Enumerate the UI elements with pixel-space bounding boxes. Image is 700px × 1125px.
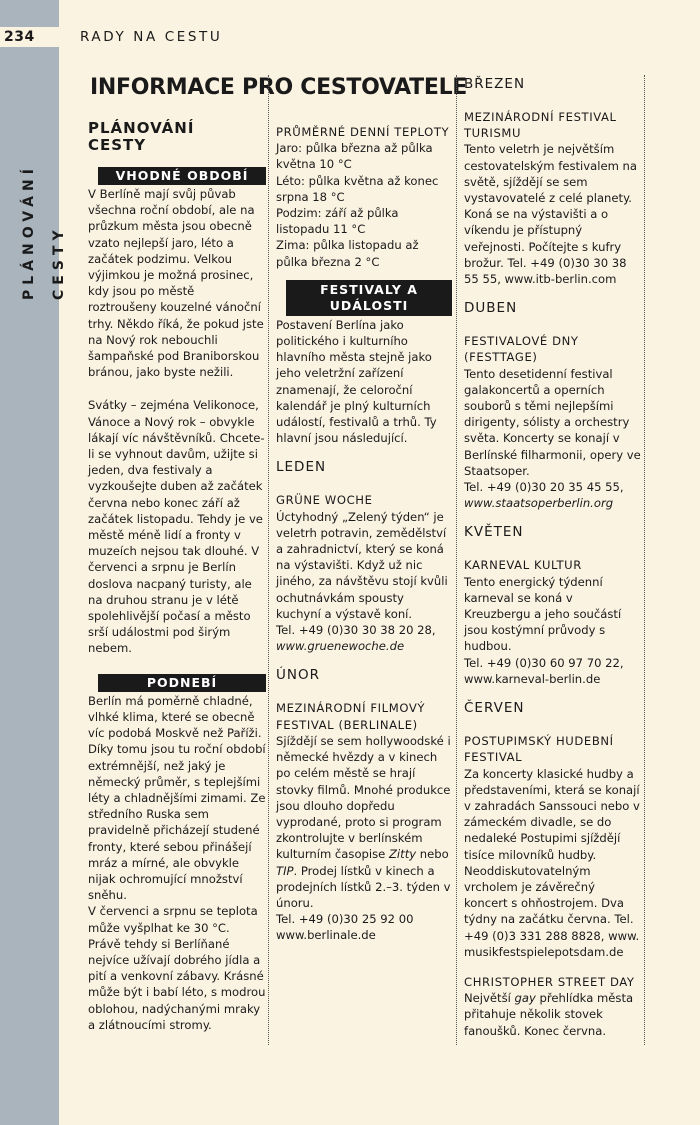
event-text: Za koncerty klasické hudby a představeními, která se konají v zahradách Sanssouci nebo v zámeckém divadle, se do nedaleké Postupimi sjíždějí tisíce milovníků hudby. Neoddiskutovatelným vrcholem je závěrečný koncert s ohňostrojem. Dva týdny na začátku června. Tel. +49 (0)3 331 288 8828, www.	[464, 766, 640, 943]
event-web-link[interactable]: www.berlinale.de	[276, 928, 376, 943]
page-number: 234	[4, 29, 35, 45]
event-text: Tento energický týdenní karneval se koná v Kreuzbergu a jeho součástí jsou kostýmní průvody s hudbou.	[464, 574, 622, 654]
paragraph: V Berlíně mají svůj půvab všechna roční období, ale na průzkum města jsou obecně vzato nejlepší jaro, léto a začátek podzimu. Velkou výjimkou je možná prosinec, kdy jsou po městě roztroušeny kouzelné vánoční trhy. Někdo říká, že pokud jste na Nový rok nebouchli šampaňské pod Braniborskou bránou, jako byste nežili.	[88, 187, 264, 380]
event-title: POSTUPIMSKÝ HUDEBNÍ FESTIVAL	[464, 734, 614, 765]
event-text: Tento desetidenní festival galakoncertů a operních souborů s těmi nejlepšími dirigenty, sólisty a orchestry světa. Koncerty se konají v Berlínské filharmonii, opery ve Staatsoper.	[464, 366, 641, 478]
event-web-link[interactable]: www.staatsoperberlin.org	[464, 496, 614, 511]
month-heading: KVĚTEN	[464, 524, 524, 541]
column-2	[276, 124, 452, 944]
section-title: PLÁNOVÁNÍ CESTY	[88, 119, 195, 154]
event-contact: Tel. +49 (0)30 60 97 70 22,	[464, 655, 624, 670]
paragraph: Berlín má poměrně chladné, vlhké klima, které se obecně víc podobá Moskvě než Paříži. Díky tomu jsou tu roční období extrémnější, než jaký je německý průměr, s teplejšími léty a chladnějšími zimami. Ze středního Ruska sem pravidelně přicházejí studené fronty, které sebou přinášejí mráz a mírné, ale obvykle nijak ochromující množství sněhu.	[88, 693, 266, 903]
temp-line: Jaro: půlka března až půlka května 10 °C	[276, 141, 433, 172]
running-head: RADY NA CESTU	[80, 29, 223, 45]
column-3	[464, 75, 642, 1039]
event-contact: Tel. +49 (0)30 30 38 20 28,	[276, 623, 436, 638]
event-title: CHRISTOPHER STREET DAY	[464, 974, 635, 989]
event-text: Největší gay přehlídka města přitahuje několik stovek fanoušků. Konec června.	[464, 991, 634, 1038]
temp-line: Podzim: září až půlka listopadu 11 °C	[276, 206, 399, 237]
event-text: Tento veletrh je největším cestovatelským festivalem na světě, sjíždějí se sem vystavovatelé z celé planety. Koná se na výstavišti a o víkendu je přístupný veřejnosti. Počítejte s kufry brožur. Tel. +49 (0)30 30 38 55 55, www.itb-berlin.com	[464, 142, 638, 287]
event-title: FESTIVALOVÉ DNY (FESTTAGE)	[464, 334, 579, 365]
temp-line: Zima: půlka listopadu až půlka března 2 °C	[276, 238, 419, 269]
band-heading-season: VHODNÉ OBDOBÍ	[98, 167, 266, 185]
band-heading-festivals: FESTIVALY A UDÁLOSTI	[286, 280, 452, 316]
page-title: INFORMACE PRO CESTOVATELE	[90, 75, 468, 100]
event-title: KARNEVAL KULTUR	[464, 558, 582, 573]
month-heading: LEDEN	[276, 459, 327, 476]
column-divider	[268, 75, 269, 1045]
event-title: MEZINÁRODNÍ FILMOVÝ FESTIVAL (BERLINALE)	[276, 701, 426, 732]
side-section-label: PLÁNOVÁNÍ CESTY	[21, 164, 67, 300]
event-text: Sjíždějí se sem hollywoodské i německé hvězdy a v kinech po celém městě se hrají stovky filmů. Mnohé produkce jsou dlouho dopředu vyprodané, proto si program zkontrolujte v berlínském kulturním časopise Zitty nebo TIP. Prodej lístků v kinech a prodejních lístků 2.–3. týden v únoru.	[276, 733, 451, 910]
month-heading: ČERVEN	[464, 700, 525, 717]
event-web-link[interactable]: musikfestspielepotsdam.de	[464, 944, 624, 959]
temp-line: Léto: půlka května až konec srpna 18 °C	[276, 173, 439, 204]
event-web-link[interactable]: www.karneval-berlin.de	[464, 671, 601, 686]
month-heading: BŘEZEN	[464, 76, 526, 92]
event-title: GRÜNE WOCHE	[276, 493, 373, 508]
paragraph: V červenci a srpnu se teplota může vyšplhat ke 30 °C. Právě tehdy si Berlíňané nejvíce užívají dobrého jídla a pití a venkovní zábavy. Krásné může být i babí léto, s modrou oblohou, nadýchanými mraky a zlátnoucími stromy.	[88, 904, 266, 1032]
column-divider	[456, 75, 457, 1045]
event-text: Úctyhodný „Zelený týden“ je veletrh potravin, zemědělství a zahradnictví, který se koná na výstavišti. Když už nic jiného, za návštěvu stojí kvůli ochutnávkám spousty kuchyní a výstavě koní.	[276, 509, 448, 621]
paragraph: Svátky – zejména Velikonoce, Vánoce a Nový rok – obvykle lákají víc návštěvníků. Chcete-li se vyhnout davům, užijte si jeden, dva festivaly a vyzkoušejte duben až začátek června nebo konec září až začátek listopadu. Tehdy je ve městě méně lidí a fronty v muzeích nejsou tak dlouhé. V červenci a srpnu je Berlín doslova nacpaný turisty, ale na druhou stranu je v létě spolehlivější počasí a město srší událostmi pod širým nebem.	[88, 398, 265, 656]
temps-title: PRŮMĚRNÉ DENNÍ TEPLOTY	[276, 125, 450, 139]
event-web-link[interactable]: www.gruenewoche.de	[276, 639, 405, 654]
month-heading: DUBEN	[464, 300, 518, 317]
band-heading-climate: PODNEBÍ	[98, 674, 266, 692]
event-title: MEZINÁRODNÍ FESTIVAL TURISMU	[464, 110, 617, 141]
column-1	[88, 120, 266, 1033]
month-heading: ÚNOR	[276, 667, 320, 684]
paragraph: Postavení Berlína jako politického i kulturního hlavního města stejně jako jeho veletržní zařízení znamenají, že celoroční kalendář je plný kulturních událostí, festivalů a trhů. Ty hlavní jsou následující.	[276, 317, 437, 446]
column-divider	[644, 75, 645, 1045]
event-contact: Tel. +49 (0)30 20 35 45 55,	[464, 480, 624, 495]
event-contact: Tel. +49 (0)30 25 92 00	[276, 912, 414, 927]
